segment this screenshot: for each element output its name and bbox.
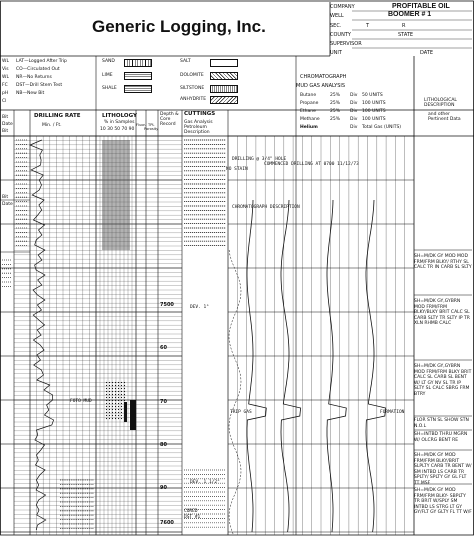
drilling-rate-header: DRILLING RATE — [34, 113, 81, 119]
gas-note: FORMATION — [380, 410, 405, 415]
gas-scale-div: Div — [350, 101, 358, 106]
gas-scale-div: Div — [350, 125, 358, 130]
header-value-company: PROFITABLE OIL — [392, 3, 450, 10]
gas-scale-value: 25% — [330, 117, 341, 122]
drilling-note: NO STAIN — [226, 167, 248, 172]
header-label-company: COMPANY — [330, 4, 355, 10]
drilling-note: DRILLING @ 3/4" HOLE — [232, 157, 287, 162]
side-label-bit: Bit — [2, 115, 9, 120]
lith-description: SH=M/DK GY,GYBRN MOD FRM/FRM BLKY/BLKY BRIT CALC SL CARB SLTY TR SLTY IP TR XLN RHMB CALC — [414, 299, 470, 327]
header-label-well: WELL — [330, 13, 344, 19]
gas-scale-value: 25% — [330, 109, 341, 114]
lith-desc-title: LITHOLOGICAL DESCRIPTION — [424, 98, 457, 108]
depth-marker: 80 — [160, 442, 167, 448]
header-label-supervisor: SUPERVISOR — [330, 41, 362, 47]
abbr-text: CO—Circulated Out — [16, 67, 60, 72]
legend-dolomite: DOLOMITE — [180, 73, 204, 78]
header-label-state: STATE — [398, 32, 414, 38]
gas-scale-units: 100 UNITS — [362, 117, 386, 122]
depth-marker: 60 — [160, 345, 167, 351]
gas-scale-units: Total Gas (UNITS) — [362, 125, 402, 130]
gas-scale-value: 25% — [330, 93, 341, 98]
gas-note: TRIP GAS — [230, 410, 252, 415]
side-label-date-lower: Date — [2, 202, 13, 207]
gas-note: DEV. 1° — [190, 305, 209, 310]
lith-description: SH=M/DK GY MOD FRM/FRM BLKY- SBPLTY TR BRIT W/SPLY SM INTBD LS STRG LT GY GY/FLT GY GLTY FL TT W/F — [414, 488, 472, 516]
side-label-bit-lower: Bit — [2, 195, 9, 200]
header-label-date: DATE — [420, 50, 434, 56]
tpl-header: TPL — [148, 123, 155, 127]
gas-scale-div: Div — [350, 109, 358, 114]
drilling-note: CHROMATOGRAPH DESCRIPTION — [232, 205, 300, 210]
abbr-code: FC — [2, 83, 8, 88]
abbr-text: DST—Drill Stem Test — [16, 83, 63, 88]
core-note: DST #1 — [184, 515, 201, 520]
abbr-text: NR—No Returns — [16, 75, 52, 80]
header-label-county: COUNTY — [330, 32, 351, 38]
abbr-code: WL — [2, 59, 9, 64]
fluor-header: Fluor. — [136, 123, 146, 127]
abbr-code: WL — [2, 75, 9, 80]
gas-scale-label: Helium — [300, 125, 318, 130]
lith-description: FLOR STN SL SHOW STN N.O.L — [414, 418, 469, 429]
lith-description: SH=M/DK GY,GYBRN MOD FRM/FRM BLKY BRIT CALC SL CARB SL BENT W/ LT GY NV SL TR IP SLTY SL CALC SBRG FRM BTRY — [414, 364, 472, 397]
company-title: Generic Logging, Inc. — [92, 17, 266, 36]
gas-scale-units: 100 UNITS — [362, 101, 386, 106]
gas-scale-div: Div — [350, 93, 358, 98]
lith-description: SH=INTBD THRU MGRN W/ OLCRG BENT RE — [414, 432, 468, 443]
legend-siltstone: SILTSTONE — [180, 86, 205, 91]
abbr-text: NB—New Bit — [16, 91, 45, 96]
side-label-date: Date — [2, 122, 13, 127]
abbr-code: pH — [2, 91, 9, 96]
drilling-note: COMMENCED DRILLING AT 0700 11/12/73 — [264, 162, 359, 167]
abbr-text: LAT—Logged After Trip — [16, 59, 67, 64]
header-label-t: T — [366, 23, 370, 29]
depth-marker: 70 — [160, 399, 167, 405]
cuttings-sub: Gas Analysis Petroleum Description — [184, 120, 213, 135]
left-col-note: FOTO MUD — [70, 399, 92, 404]
cuttings-header: CUTTINGS — [184, 111, 216, 117]
header-label-r: R — [402, 23, 406, 29]
core-note: CORED — [184, 509, 198, 514]
depth-header: Depth & Core Record — [160, 112, 179, 127]
legend-salt: SALT — [180, 59, 191, 64]
porosity-header: Porosity — [144, 127, 159, 131]
abbr-code: Vis — [2, 67, 9, 72]
lithology-sub: % in Samples — [104, 120, 135, 125]
depth-marker: 90 — [160, 485, 167, 491]
side-label-bit-2: Bit — [2, 129, 9, 134]
header-value-well: BOOMER # 1 — [388, 11, 432, 18]
lithology-scale: 10 30 50 70 90 — [100, 127, 135, 132]
abbr-code: Cl — [2, 99, 7, 104]
lith-description: SH=M/DK GY MOD FRM/FRM BLKY/BRIT SLPLTY CARB TR BENT W/ SM INTBD LS CARB TR SPLTY/ SPLTY GY GL FLT TT MSF — [414, 453, 472, 486]
gas-scale-units: 50 UNITS — [362, 93, 383, 98]
header-label-unit: UNIT — [330, 50, 342, 56]
gas-scale-value: 25% — [330, 101, 341, 106]
gas-scale-label: Ethane — [300, 109, 316, 114]
gas-scale-div: Div — [350, 117, 358, 122]
depth-marker: 7600 — [160, 520, 174, 526]
legend-lime: LIME — [102, 73, 113, 78]
gas-scale-label: Butane — [300, 93, 317, 98]
legend-sand: SAND — [102, 59, 115, 64]
chromatograph-title: CHROMATOGRAPH — [300, 74, 347, 80]
gas-scale-label: Propane — [300, 101, 319, 106]
lith-desc-sub: and other Pertinent Data — [428, 112, 461, 122]
gas-scale-units: 100 UNITS — [362, 109, 386, 114]
lithology-header: LITHOLOGY — [102, 113, 137, 119]
drilling-rate-unit: Min. / Ft. — [42, 123, 62, 128]
lith-description: SH=M/DK GY MOD MOD FRM/FRM BLKY/ RTHY SL CALC TR IN CARB SL SLTY — [414, 254, 472, 271]
depth-marker: 7500 — [160, 302, 174, 308]
legend-shale: SHALE — [102, 86, 117, 91]
gas-note: DEV. 1 1/2° — [190, 480, 220, 485]
gas-scale-label: Methane — [300, 117, 320, 122]
header-label-sec: SEC. — [330, 23, 342, 29]
legend-anhydrite: ANHYDRITE — [180, 97, 207, 102]
mud-gas-title: MUD GAS ANALYSIS — [296, 83, 346, 89]
